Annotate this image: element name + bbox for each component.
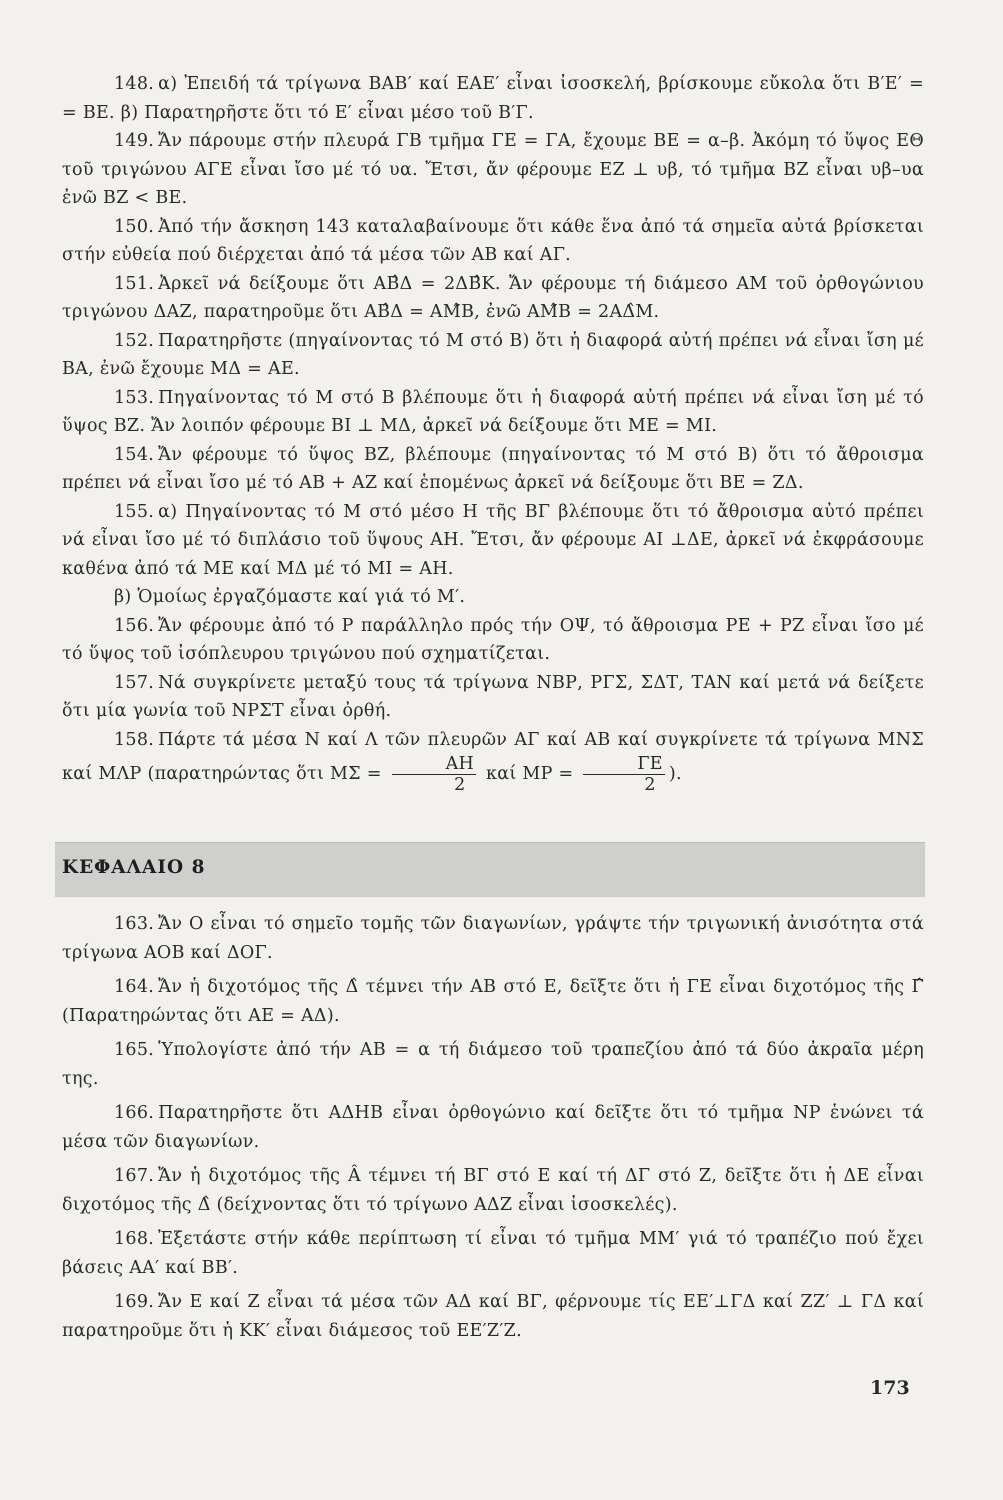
hint-149: 149. Ἄν πάρουμε στήν πλευρά ΓΒ τμῆμα ΓΕ = ΓΑ, ἔχουμε ΒΕ = α–β. Ἀκόμη τό ὕψος ΕΘ τοῦ τριγώνου ΑΓΕ εἶναι ἴσο μέ τό υα. Ἔτσι, ἄν φέρουμε ΕΖ ⊥ υβ, τό τμῆμα ΒΖ εἶναι υβ–υα ἐνῶ ΒΖ < ΒΕ. bbox=[62, 131, 924, 208]
hint-166: 166. Παρατηρῆστε ὅτι ΑΔΗΒ εἶναι ὀρθογώνιο καί δεῖξτε ὅτι τό τμῆμα ΝΡ ἑνώνει τά μέσα τῶν διαγωνίων. bbox=[62, 1103, 924, 1152]
exercise-hints-top bbox=[62, 70, 924, 795]
hint-155: 155. α) Πηγαίνοντας τό Μ στό μέσο Η τῆς ΒΓ βλέπουμε ὅτι τό ἄθροισμα αὐτό πρέπει νά εἶναι ἴσο μέ τό διπλάσιο τοῦ ὕψους ΑΗ. Ἔτσι, ἄν φέρουμε ΑΙ ⊥ΔΕ, ἀρκεῖ νά ἐκφράσουμε καθένα ἀπό τά ΜΕ καί ΜΔ μέ τό ΜΙ = ΑΗ. bbox=[62, 501, 924, 579]
fraction-ge-over-2: $\frac{\Gamma E}{2}$ bbox=[583, 754, 665, 795]
fraction-ah-over-2: $\frac{AH}{2}$ bbox=[392, 754, 477, 795]
hint-151: 151. Ἀρκεῖ νά δείξουμε ὅτι ΑΒ̂Δ = 2ΔΒ̂Κ. Ἄν φέρουμε τή διάμεσο ΑΜ τοῦ ὀρθογώνιου τριγώνου ΔΑΖ, παρατηροῦμε ὅτι ΑΒ̂Δ = ΑΜ̂Β, ἐνῶ ΑΜ̂Β = 2ΑΔ̂Μ. bbox=[62, 273, 924, 322]
hint-167: 167. Ἄν ἡ διχοτόμος τῆς Â τέμνει τή ΒΓ στό Ε καί τή ΔΓ στό Ζ, δεῖξτε ὅτι ἡ ΔΕ εἶναι διχοτόμος τῆς Δ̂ (δείχνοντας ὅτι τό τρίγωνο ΑΔΖ εἶναι ἰσοσκελές). bbox=[62, 1166, 924, 1215]
hint-152: 152. Παρατηρῆστε (πηγαίνοντας τό Μ στό Β) ὅτι ἡ διαφορά αὐτή πρέπει νά εἶναι ἴση μέ ΒΑ, ἐνῶ ἔχουμε ΜΔ = ΑΕ. bbox=[62, 330, 924, 379]
hint-165: 165. Ὑπολογίστε ἀπό τήν ΑΒ = α τή διάμεσο τοῦ τραπεζίου ἀπό τά δύο ἀκραῖα μέρη της. bbox=[62, 1040, 924, 1089]
hint-150: 150. Ἀπό τήν ἄσκηση 143 καταλαβαίνουμε ὅτι κάθε ἕνα ἀπό τά σημεῖα αὐτά βρίσκεται στήν εὐθεία πού διέρχεται ἀπό τά μέσα τῶν ΑΒ καί ΑΓ. bbox=[62, 216, 924, 265]
page-number: 173 bbox=[870, 1377, 910, 1399]
hint-148: 148. α) Ἐπειδή τά τρίγωνα ΒΑΒ′ καί ΕΑΕ′ εἶναι ἰσοσκελή, βρίσκουμε εὔκολα ὅτι Β′Ε′ = = ΒΕ. β) Παρατηρῆστε ὅτι τό Ε′ εἶναι μέσο τοῦ Β′Γ. bbox=[62, 74, 924, 123]
exercise-hints-bottom bbox=[62, 910, 924, 1345]
chapter-title: ΚΕΦΑΛΑΙΟ 8 bbox=[62, 857, 206, 878]
hint-157: 157. Νά συγκρίνετε μεταξύ τους τά τρίγωνα ΝΒΡ, ΡΓΣ, ΣΔΤ, ΤΑΝ καί μετά νά δείξετε ὅτι μία γωνία τοῦ ΝΡΣΤ εἶναι ὀρθή. bbox=[62, 672, 924, 721]
hint-153: 153. Πηγαίνοντας τό Μ στό Β βλέπουμε ὅτι ἡ διαφορά αὐτή πρέπει νά εἶναι ἴση μέ τό ὕψος ΒΖ. Ἄν λοιπόν φέρουμε ΒΙ ⊥ ΜΔ, ἀρκεῖ νά δείξουμε ὅτι ΜΕ = ΜΙ. bbox=[62, 387, 924, 436]
hint-158: 158. Πάρτε τά μέσα Ν καί Λ τῶν πλευρῶν ΑΓ καί ΑΒ καί συγκρίνετε τά τρίγωνα ΜΝΣ καί ΜΛΡ (παρατηρώντας ὅτι ΜΣ = $\frac{AH}{2}$ καί ΜΡ = $\frac{\Gamma E}{2}$ ). bbox=[62, 729, 924, 795]
chapter-header-bar bbox=[55, 842, 925, 897]
hint-169: 169. Ἄν Ε καί Ζ εἶναι τά μέσα τῶν ΑΔ καί ΒΓ, φέρνουμε τίς ΕΕ′⊥ΓΔ καί ΖΖ′ ⊥ ΓΔ καί παρατηροῦμε ὅτι ἡ ΚΚ′ εἶναι διάμεσος τοῦ ΕΕ′Ζ′Ζ. bbox=[62, 1292, 924, 1341]
hint-168: 168. Ἐξετάστε στήν κάθε περίπτωση τί εἶναι τό τμῆμα ΜΜ′ γιά τό τραπέζιο πού ἔχει βάσεις ΑΑ′ καί ΒΒ′. bbox=[62, 1229, 924, 1278]
hint-154: 154. Ἄν φέρουμε τό ὕψος ΒΖ, βλέπουμε (πηγαίνοντας τό Μ στό Β) ὅτι τό ἄθροισμα πρέπει νά εἶναι ἴσο μέ τό ΑΒ + ΑΖ καί ἑπομένως ἀρκεῖ νά δείξουμε ὅτι ΒΕ = ΖΔ. bbox=[62, 444, 924, 493]
hint-155-b: β) Ὁμοίως ἐργαζόμαστε καί γιά τό Μ′. bbox=[114, 587, 466, 607]
hint-163: 163. Ἄν Ο εἶναι τό σημεῖο τομῆς τῶν διαγωνίων, γράψτε τήν τριγωνική ἀνισότητα στά τρίγωνα ΑΟΒ καί ΔΟΓ. bbox=[62, 914, 924, 963]
hint-164: 164. Ἄν ἡ διχοτόμος τῆς Δ̂ τέμνει τήν ΑΒ στό Ε, δεῖξτε ὅτι ἡ ΓΕ εἶναι διχοτόμος τῆς Γ̂ (Παρατηρώντας ὅτι ΑΕ = ΑΔ). bbox=[62, 977, 924, 1026]
hint-156: 156. Ἄν φέρουμε ἀπό τό Ρ παράλληλο πρός τήν ΟΨ, τό ἄθροισμα ΡΕ + ΡΖ εἶναι ἴσο μέ τό ὕψος τοῦ ἰσόπλευρου τριγώνου πού σχηματίζεται. bbox=[62, 615, 924, 664]
